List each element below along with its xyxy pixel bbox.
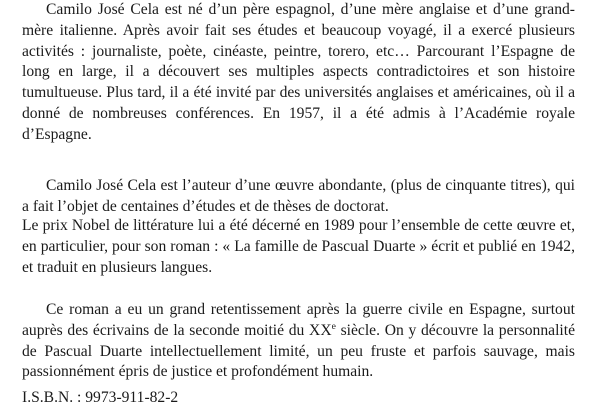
nobel-prize-paragraph: Le prix Nobel de littérature lui a été décerné en 1989 pour l’ensemble de cette œuvre et, en particulier, pour son roman : « La famille de Pascual Duarte » écrit et publié en 1942, et traduit en plusieurs langues.: [22, 217, 575, 276]
novel-paragraph: [22, 300, 575, 383]
novel-paragraph-text-start: Ce roman a eu un grand retentissement après la guerre civile en Espagne, surtout auprès des écrivains de la seconde moitié du XX: [22, 301, 575, 339]
works-paragraph: Camilo José Cela est l’auteur d’une œuvre abondante, (plus de cinquante titres), qui a fait l’objet de centaines d’études et de thèses de doctorat.: [22, 177, 575, 215]
biography-paragraph: Camilo José Cela est né d’un père espagnol, d’une mère anglaise et d’une grand-mère italienne. Après avoir fait ses études et beaucoup voyagé, il a exercé plusieurs activités : journaliste, poète, cinéaste, peintre, torero, etc… Parcourant l’Espagne de long en large, il a découvert ses multiples aspects contradictoires et son histoire tumultueuse. Plus tard, il a été invité par des universités anglaises et américaines, où il a donné de nombreuses conférences. En 1957, il a été admis à l’Académie royale d’Espagne.: [22, 1, 575, 143]
century-superscript: e: [331, 320, 336, 332]
novel-paragraph-text-end: siècle. On y découvre la personnalité de Pascual Duarte intellectuellement limité, un peu fruste et parfois sauvage, mais passionnément épris de justice et profondément humain.: [22, 321, 575, 381]
isbn-line: I.S.B.N. : 9973-911-82-2: [22, 389, 179, 406]
